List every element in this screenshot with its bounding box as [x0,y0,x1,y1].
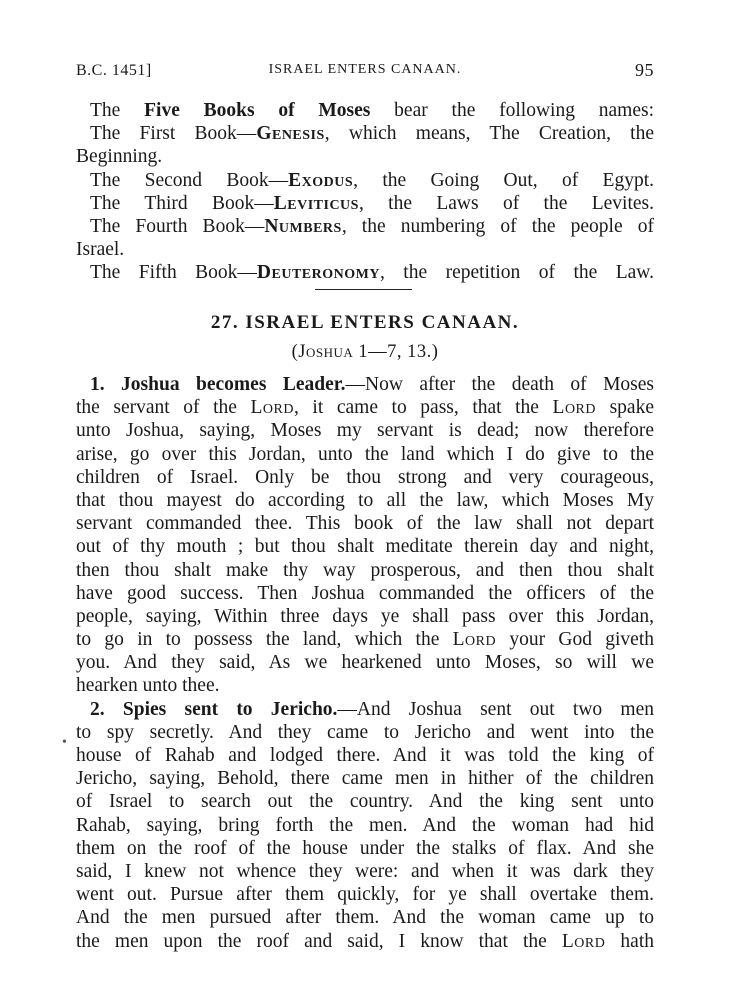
paragraph-2-line: to spy secretly. And they came to Jericho and went into the [76,721,654,743]
paragraph-2-line: Jericho, saying, Behold, there came men in hither of the children [76,768,654,790]
paragraph-1-line: arise, go over this Jordan, unto the land which I do give to the [76,443,654,465]
paragraph-1-line: unto Joshua, saying, Moses my servant is dead; now therefore [76,420,654,442]
paragraph-2-heading: 2. Spies sent to Jericho. [90,698,338,720]
paragraph-2-line: the men upon the roof and said, I know that the Lord hath [76,930,654,952]
book-numbers-cont: Israel. [76,239,125,261]
paragraph-2-line: said, I knew not whence they were: and when it was dark they [76,860,654,882]
paragraph-2-line: them on the roof of the house under the stalks of flax. And she [76,837,654,859]
book-genesis-cont: Beginning. [76,146,163,168]
paragraph-1-line: have good success. Then Joshua commanded the officers of the [76,582,654,604]
paragraph-2-line: house of Rahab and lodged there. And it was told the king of [76,745,654,766]
paragraph-1-line: that thou mayest do according to all the law, which Moses My [76,489,654,511]
chapter-title: 27. ISRAEL ENTERS CANAAN. [210,312,520,333]
margin-dot: • [62,735,67,750]
book-deuteronomy: The Fifth Book—Deuteronomy, the repetition of the Law. [90,262,654,284]
paragraph-2-line: of Israel to search out the country. And the king sent unto [76,791,654,813]
paragraph-2-line: 2. Spies sent to Jericho.—And Joshua sent out two men [90,698,654,720]
paragraph-1-line: out of thy mouth ; but thou shalt meditate therein day and night, [76,536,654,558]
paragraph-1-line: 1. Joshua becomes Leader.—Now after the death of Moses [90,374,654,395]
book-exodus: The Second Book—Exodus, the Going Out, of Egypt. [90,169,654,191]
section-divider [315,289,412,290]
book-genesis: The First Book—Genesis, which means, The Creation, the [90,123,654,145]
paragraph-2-line: Rahab, saying, bring forth the men. And the woman had hid [76,814,654,836]
paragraph-1-line: then thou shalt make thy way prosperous, and then thou shalt [76,559,654,581]
paragraph-1-line: you. And they said, As we hearkened unto Moses, so will we [76,652,654,674]
paragraph-1-line: people, saying, Within three days ye shall pass over this Jordan, [76,605,654,627]
five-books-list [76,99,654,285]
chapter-body [76,373,654,953]
chapter-reference: (Joshua 1—7, 13.) [291,342,439,362]
running-head [76,60,654,84]
paragraph-2-line: went out. Pursue after them quickly, for ye shall overtake them. [76,884,654,906]
paragraph-1-line: the servant of the Lord, it came to pass, that the Lord spake [76,397,654,419]
paragraph-1-heading: 1. Joshua becomes Leader. [90,374,346,395]
paragraph-2-line: And the men pursued after them. And the woman came up to [76,907,654,929]
book-numbers: The Fourth Book—Numbers, the numbering of the people of [90,215,654,237]
book-leviticus: The Third Book—Leviticus, the Laws of the Levites. [90,192,654,214]
paragraph-1-line: children of Israel. Only be thou strong and very courageous, [76,466,654,488]
paragraph-1-line: to go in to possess the land, which the Lord your God giveth [76,629,654,651]
paragraph-1-line: servant commanded thee. This book of the law shall not depart [76,513,654,535]
page-number: 95 [635,60,654,80]
paragraph-1-line: hearken unto thee. [76,675,220,697]
date-marker: B.C. 1451] [76,62,152,79]
running-title: ISRAEL ENTERS CANAAN. [268,62,462,77]
books-intro: The Five Books of Moses bear the following names: [90,100,654,121]
